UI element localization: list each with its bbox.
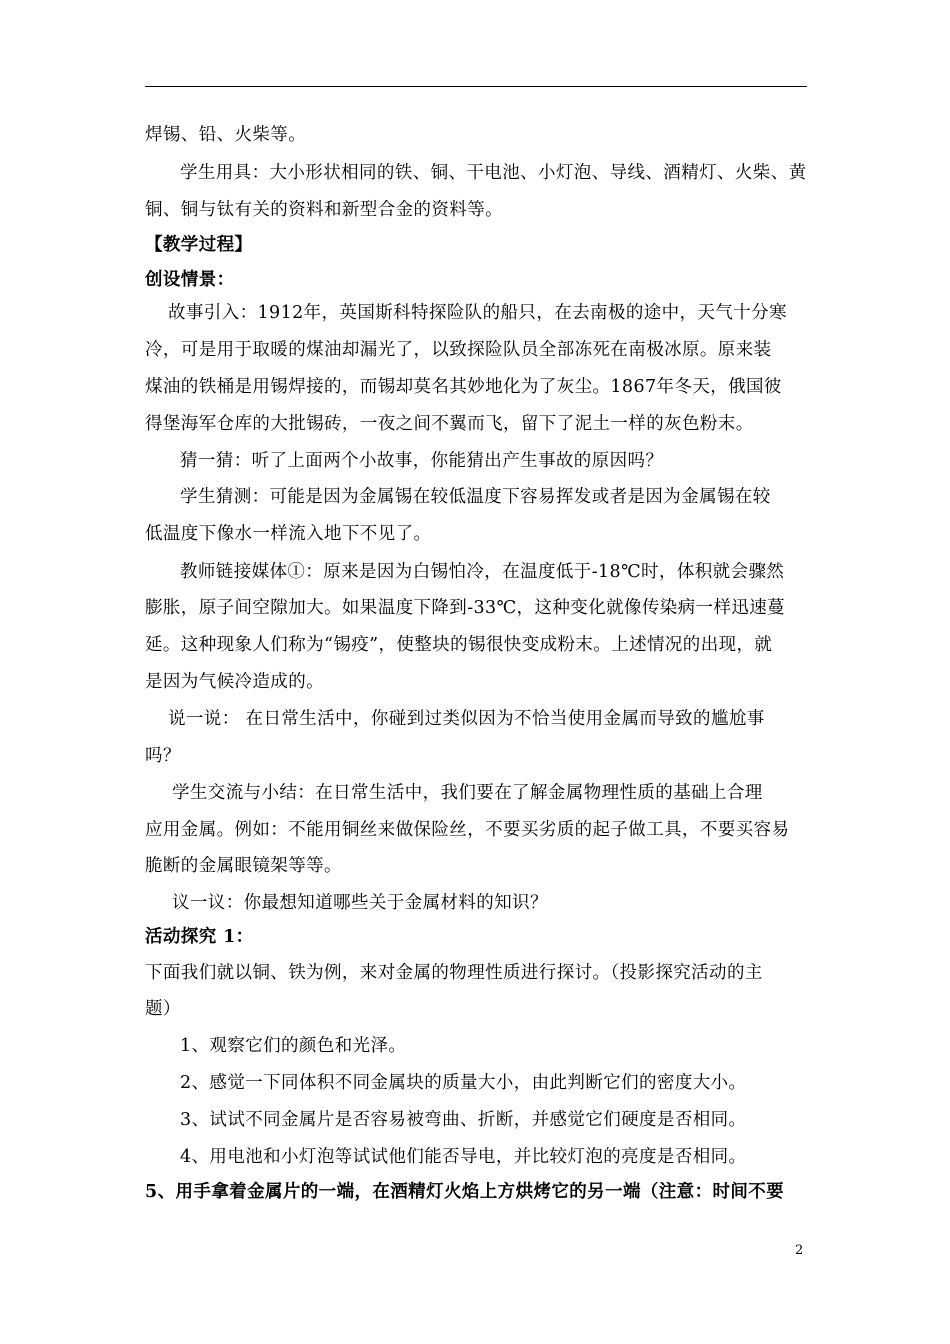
text-line: 铜、铜与钛有关的资料和新型合金的资料等。 xyxy=(145,200,503,220)
subsection-heading: 创设情景： xyxy=(145,270,235,290)
text-line: 猜一猜：听了上面两个小故事，你能猜出产生事故的原因吗？ xyxy=(180,451,664,471)
text-line: 学生交流与小结：在日常生活中，我们要在了解金属物理性质的基础上合理 xyxy=(172,783,763,803)
header-rule xyxy=(145,86,807,87)
text-line: 延。这种现象人们称为“锡疫”，使整块的锡很快变成粉末。上述情况的出现，就 xyxy=(145,635,773,655)
text-line: 吗？ xyxy=(145,746,181,766)
text-line: 膨胀，原子间空隙加大。如果温度下降到-33℃，这种变化就像传染病一样迅速蔓 xyxy=(145,598,786,618)
text-line: 脆断的金属眼镜架等等。 xyxy=(145,856,342,876)
text-line: 应用金属。例如：不能用铜丝来做保险丝，不要买劣质的起子做工具，不要买容易 xyxy=(145,820,790,840)
text-line: 教师链接媒体①：原来是因为白锡怕冷，在温度低于-18℃时，体积就会骤然 xyxy=(180,562,785,582)
text-line: 议一议：你最想知道哪些关于金属材料的知识？ xyxy=(172,893,548,913)
text-line: 是因为气候冷造成的。 xyxy=(145,672,324,692)
subsection-heading: 活动探究 1： xyxy=(145,927,254,947)
text-line: 冷，可是用于取暖的煤油却漏光了，以致探险队员全部冻死在南极冰原。原来装 xyxy=(145,340,772,360)
text-line: 题） xyxy=(145,999,181,1019)
text-line: 煤油的铁桶是用锡焊接的，而锡却莫名其妙地化为了灰尘。1867年冬天，俄国彼 xyxy=(145,377,782,397)
section-heading: 【教学过程】 xyxy=(145,235,253,255)
text-line: 故事引入：1912年，英国斯科特探险队的船只，在去南极的途中，天气十分寒 xyxy=(168,303,787,323)
text-line: 学生用具：大小形状相同的铁、铜、干电池、小灯泡、导线、酒精灯、火柴、黄 xyxy=(180,163,807,183)
list-item: 4、用电池和小灯泡等试试他们能否导电，并比较灯泡的亮度是否相同。 xyxy=(180,1147,747,1167)
text-line: 低温度下像水一样流入地下不见了。 xyxy=(145,524,432,544)
text-line: 学生猜测：可能是因为金属锡在较低温度下容易挥发或者是因为金属锡在较 xyxy=(180,487,771,507)
page-number: 2 xyxy=(795,1243,804,1258)
list-item: 1、观察它们的颜色和光泽。 xyxy=(180,1036,407,1056)
text-line: 下面我们就以铜、铁为例，来对金属的物理性质进行探讨。（投影探究活动的主 xyxy=(145,963,763,983)
list-item: 3、试试不同金属片是否容易被弯曲、折断，并感觉它们硬度是否相同。 xyxy=(180,1110,747,1130)
text-line: 说一说： 在日常生活中，你碰到过类似因为不恰当使用金属而导致的尴尬事 xyxy=(168,709,765,729)
list-item: 2、感觉一下同体积不同金属块的质量大小，由此判断它们的密度大小。 xyxy=(180,1073,747,1093)
text-line: 得堡海军仓库的大批锡砖，一夜之间不翼而飞，留下了泥土一样的灰色粉末。 xyxy=(145,414,754,434)
text-line: 焊锡、铅、火柴等。 xyxy=(145,125,307,145)
list-item: 5、用手拿着金属片的一端，在酒精灯火焰上方烘烤它的另一端（注意：时间不要 xyxy=(145,1182,785,1202)
